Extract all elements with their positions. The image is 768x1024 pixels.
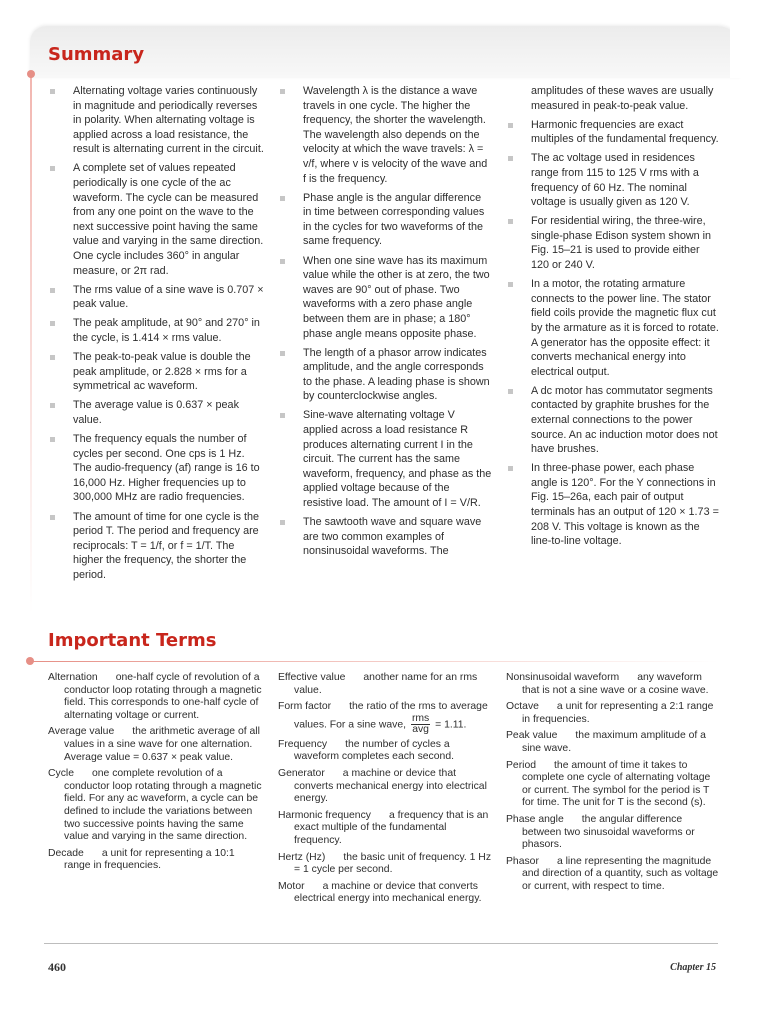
term-name: Average value <box>48 726 115 738</box>
glossary-entry <box>48 672 264 722</box>
glossary-entry <box>278 768 492 806</box>
term-name: Phasor <box>506 855 539 867</box>
summary-bullet: Harmonic frequencies are exact multiples of the fundamental frequency. <box>506 118 720 147</box>
term-name: Peak value <box>506 730 558 742</box>
bullet-square-icon <box>280 520 285 525</box>
glossary-entry <box>506 701 720 726</box>
summary-bullet: In three-phase power, each phase angle is 120°. For the Y connections in Fig. 15–26a, each pair of output terminals has an output of 120 × 1.73 = 208 V. This voltage is known as the line-to-line voltage. <box>506 461 720 549</box>
term-definition: a unit for representing a 2:1 range in frequencies. <box>522 701 714 725</box>
summary-bullet: Sine-wave alternating voltage V applied across a load resistance R produces alternating current I in the circuit. The current has the same waveform, frequency, and phase as the applied voltage because of the resistive load. The amount of I = V/R. <box>278 408 492 510</box>
glossary-entry <box>278 852 492 877</box>
term-name: Hertz (Hz) <box>278 851 326 863</box>
term-name: Phase angle <box>506 813 564 825</box>
term-name: Cycle <box>48 768 74 780</box>
glossary-entry <box>506 730 720 755</box>
term-definition: the ratio of the rms to average values. For a sine wave, <box>294 701 488 731</box>
bullet-square-icon <box>50 515 55 520</box>
summary-bullet: The average value is 0.637 × peak value. <box>48 398 264 427</box>
bullet-square-icon <box>508 219 513 224</box>
glossary-entry <box>506 672 720 697</box>
term-name: Decade <box>48 847 84 859</box>
summary-column-1 <box>48 84 264 587</box>
summary-bullet: For residential wiring, the three-wire, single-phase Edison system shown in Fig. 15–21 is used to provide either 120 or 240 V. <box>506 214 720 272</box>
bullet-square-icon <box>280 413 285 418</box>
term-definition: a line representing the magnitude and direction of a quantity, such as voltage or current, with respect to time. <box>522 855 719 892</box>
summary-bullet: The rms value of a sine wave is 0.707 × peak value. <box>48 283 264 312</box>
terms-rule <box>30 661 718 662</box>
summary-bullet: Wavelength λ is the distance a wave travels in one cycle. The higher the frequency, the shorter the wavelength. The wavelength also depends on the velocity at which the wave travels: λ = v/f, where v is velocity of the wave and f is the frequency. <box>278 84 492 186</box>
term-name: Alternation <box>48 672 98 683</box>
summary-bullet: Alternating voltage varies continuously in magnitude and periodically reverses in polarity. When alternating voltage is applied across a load resistance, the result is alternating current in the circuit. <box>48 84 264 157</box>
page-number: 460 <box>48 960 66 974</box>
summary-bullet: The frequency equals the number of cycles per second. One cps is 1 Hz. The audio-frequency (af) range is 16 to 16,000 Hz. Higher frequencies up to 300,000 MHz are radio frequencies. <box>48 432 264 505</box>
summary-bullet: The ac voltage used in residences range from 115 to 125 V rms with a frequency of 60 Hz. The nominal voltage is usually given as 120 V. <box>506 151 720 209</box>
glossary-entry <box>278 672 492 697</box>
bullet-square-icon <box>50 288 55 293</box>
term-name: Nonsinusoidal waveform <box>506 672 620 683</box>
glossary-entry <box>48 726 264 764</box>
glossary-entry <box>278 810 492 848</box>
summary-bullet: The sawtooth wave and square wave are two common examples of nonsinusoidal waveforms. The <box>278 515 492 559</box>
summary-margin-rule <box>30 74 32 614</box>
bullet-square-icon <box>280 196 285 201</box>
summary-column-3 <box>506 84 720 553</box>
summary-bullet: The peak amplitude, at 90° and 270° in the cycle, is 1.414 × rms value. <box>48 316 264 345</box>
bullet-square-icon <box>50 166 55 171</box>
term-definition: one complete revolution of a conductor loop rotating through a magnetic field. For any ac waveform, a cycle can be defined to include the variations between two successive points having the same value and varying in the same direction. <box>64 768 262 843</box>
glossary-entry <box>506 814 720 852</box>
term-definition: another name for an rms value. <box>294 672 478 696</box>
term-name: Form factor <box>278 701 332 713</box>
bullet-square-icon <box>50 89 55 94</box>
term-definition: the maximum amplitude of a sine wave. <box>522 730 706 754</box>
bullet-square-icon <box>50 403 55 408</box>
term-definition: any waveform that is not a sine wave or a cosine wave. <box>522 672 709 696</box>
glossary-entry <box>506 760 720 810</box>
term-definition: one-half cycle of revolution of a conductor loop rotating through a magnetic field. This corresponds to one-half cycle of alternating voltage or current. <box>64 672 262 721</box>
bullet-square-icon <box>508 466 513 471</box>
summary-bullet: The amount of time for one cycle is the period T. The period and frequency are reciprocals: T = 1/f, or f = 1/T. The higher the frequency, the shorter the period. <box>48 510 264 583</box>
summary-bullet: Phase angle is the angular difference in time between corresponding values in the cycles for two waveforms of the same frequency. <box>278 191 492 249</box>
summary-column-2 <box>278 84 492 563</box>
summary-continued-text: amplitudes of these waves are usually measured in peak-to-peak value. <box>531 85 714 112</box>
term-definition: the basic unit of frequency. 1 Hz = 1 cycle per second. <box>294 851 492 876</box>
term-name: Octave <box>506 701 539 713</box>
term-definition: a frequency that is an exact multiple of the fundamental frequency. <box>294 809 489 846</box>
bullet-square-icon <box>508 123 513 128</box>
bullet-square-icon <box>508 156 513 161</box>
term-name: Motor <box>278 880 305 892</box>
term-name: Harmonic frequency <box>278 809 371 821</box>
bullet-square-icon <box>508 389 513 394</box>
term-definition: the angular difference between two sinusoidal waveforms or phasors. <box>522 813 695 851</box>
summary-bullet: The length of a phasor arrow indicates amplitude, and the angle corresponds to the phase. A leading phase is shown by counterclockwise angles. <box>278 346 492 404</box>
glossary-entry <box>506 856 720 894</box>
terms-rule-dot <box>26 657 34 665</box>
summary-heading: Summary <box>48 44 145 65</box>
bullet-square-icon <box>50 437 55 442</box>
bullet-square-icon <box>280 351 285 356</box>
term-name: Effective value <box>278 672 346 683</box>
summary-bullet: A complete set of values repeated periodically is one cycle of the ac waveform. The cycle can be measured from any one point on the wave to the next successive point having the same value and varying in the same direction. One cycle includes 360° in angular measure, or 2π rad. <box>48 161 264 278</box>
terms-column-1 <box>48 672 264 877</box>
term-definition: a machine or device that converts electrical energy into mechanical energy. <box>294 880 482 905</box>
term-name: Frequency <box>278 738 328 750</box>
terms-column-2 <box>278 672 492 910</box>
footer-rule <box>44 943 718 944</box>
term-definition: a unit for representing a 10:1 range in frequencies. <box>64 847 235 872</box>
bullet-square-icon <box>280 259 285 264</box>
term-definition: the number of cycles a waveform completes each second. <box>294 738 454 763</box>
summary-bullet: When one sine wave has its maximum value while the other is at zero, the two waves are 90° out of phase. Two waveforms with a zero phase angle between them are in phase; a 180° phase angle means opposite phase. <box>278 254 492 342</box>
glossary-entry <box>278 701 492 735</box>
term-definition-tail: = 1.11. <box>435 719 467 731</box>
summary-bullet: In a motor, the rotating armature connects to the power line. The stator field coils provide the magnetic flux cut by the armature as it is forced to rotate. A generator has the opposite effect: it converts mechanical energy into electrical output. <box>506 277 720 379</box>
glossary-entry <box>48 768 264 844</box>
important-terms-heading: Important Terms <box>48 630 217 651</box>
fraction-denominator: avg <box>412 723 429 735</box>
summary-bullet: The peak-to-peak value is double the peak amplitude, or 2.828 × rms for a symmetrical ac waveform. <box>48 350 264 394</box>
summary-rule-dot <box>27 70 35 78</box>
terms-column-3 <box>506 672 720 898</box>
bullet-square-icon <box>50 321 55 326</box>
term-name: Generator <box>278 767 325 779</box>
glossary-entry <box>278 881 492 906</box>
glossary-entry <box>278 739 492 764</box>
term-definition: the arithmetic average of all values in a sine wave for one alternation. Average value = 0.637 × peak value. <box>64 726 260 763</box>
glossary-entry <box>48 848 264 873</box>
bullet-square-icon <box>280 89 285 94</box>
term-name: Period <box>506 759 537 771</box>
bullet-square-icon <box>50 355 55 360</box>
chapter-label: Chapter 15 <box>670 962 716 973</box>
fraction-numerator: rms <box>411 712 430 724</box>
term-definition: the amount of time it takes to complete one cycle of alternating voltage or current. The symbol for the period is T for time. The unit for T is the second (s). <box>522 759 711 809</box>
bullet-square-icon <box>508 282 513 287</box>
summary-bullet: A dc motor has commutator segments contacted by graphite brushes for the external connections to the power source. An ac induction motor does not have brushes. <box>506 384 720 457</box>
rms-over-avg-fraction <box>411 714 430 735</box>
term-definition: a machine or device that converts mechanical energy into electrical energy. <box>294 767 487 805</box>
